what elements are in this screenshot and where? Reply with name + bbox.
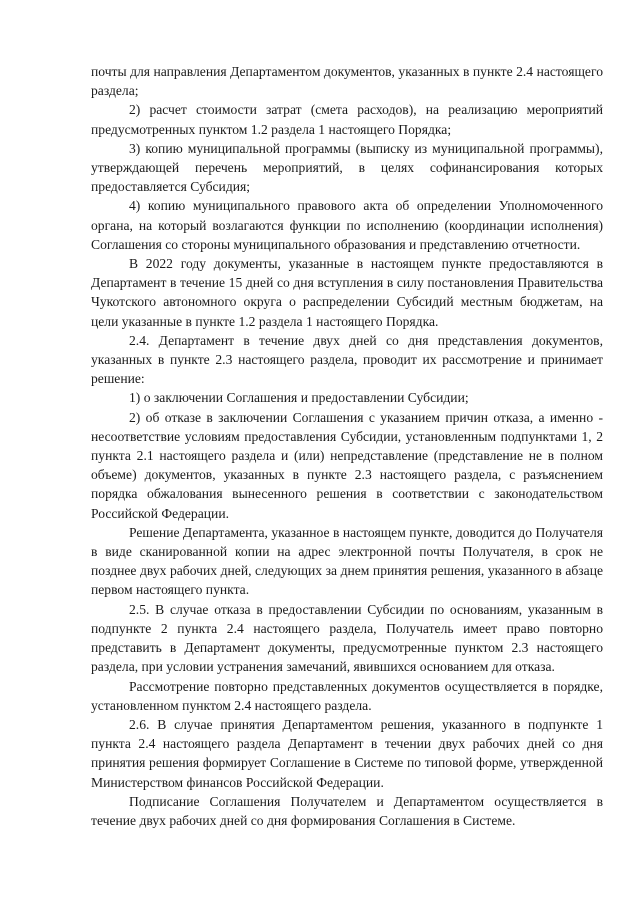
document-page: [91, 62, 603, 830]
paragraph-item-3: 3) копию муниципальной программы (выписку из муниципальной программы), утверждающей перечень мероприятий, в целях софинансирования которых предоставляется Субсидия;: [91, 140, 603, 195]
paragraph-continuation: почты для направления Департаментом документов, указанных в пункте 2.4 настоящего раздела;: [91, 64, 603, 99]
paragraph-signing: Подписание Соглашения Получателем и Департаментом осуществляется в течение двух рабочих дней со дня формирования Соглашения в Системе.: [91, 793, 603, 828]
paragraph-2-4: 2.4. Департамент в течение двух дней со дня представления документов, указанных в пункте 2.3 настоящего раздела, проводит их рассмотрение и принимает решение:: [91, 332, 603, 387]
paragraph-decision-notice: Решение Департамента, указанное в настоящем пункте, доводится до Получателя в виде сканированной копии на адрес электронной почты Получателя, в срок не позднее двух рабочих дней, следующих за днем принятия решения, указанного в абзаце первом настоящего пункта.: [91, 524, 603, 598]
paragraph-resubmission-review: Рассмотрение повторно представленных документов осуществляется в порядке, установленном пунктом 2.4 настоящего раздела.: [91, 678, 603, 713]
paragraph-2-6: 2.6. В случае принятия Департаментом решения, указанного в подпункте 1 пункта 2.4 настоящего раздела Департамент в течении двух рабочих дней со дня принятия решения формирует Соглашение в Системе по типовой форме, утвержденной Министерством финансов Российской Федерации.: [91, 716, 603, 790]
paragraph-2-4-item-2: 2) об отказе в заключении Соглашения с указанием причин отказа, а именно - несоответствие условиям предоставления Субсидии, установленным подпунктами 1, 2 пункта 2.1 настоящего раздела и (или) непредставление (представление не в полном объеме) документов, указанных в пункте 2.3 настоящего раздела, с разъяснением порядка обжалования вынесенного решения в соответствии с законодательством Российской Федерации.: [91, 409, 603, 521]
paragraph-item-4: 4) копию муниципального правового акта об определении Уполномоченного органа, на который возлагаются функции по исполнению (координации исполнения) Соглашения со стороны муниципального образования и представлению отчетности.: [91, 198, 603, 252]
paragraph-2-5: 2.5. В случае отказа в предоставлении Субсидии по основаниям, указанным в подпункте 2 пункта 2.4 настоящего раздела, Получатель имеет право повторно представить в Департамент документы, предусмотренные пунктом 2.3 настоящего раздела, при условии устранения замечаний, явившихся основанием для отказа.: [91, 601, 603, 675]
paragraph-2-4-item-1: 1) о заключении Соглашения и предоставлении Субсидии;: [129, 390, 469, 406]
paragraph-2022-documents: В 2022 году документы, указанные в настоящем пункте предоставляются в Департамент в течение 15 дней со дня вступления в силу постановления Правительства Чукотского автономного округа о распределении Субсидий местным бюджетам, на цели указанные в пункте 1.2 раздела 1 настоящего Порядка.: [91, 256, 603, 329]
paragraph-item-2: 2) расчет стоимости затрат (смета расходов), на реализацию мероприятий предусмотренных пунктом 1.2 раздела 1 настоящего Порядка;: [91, 102, 603, 137]
